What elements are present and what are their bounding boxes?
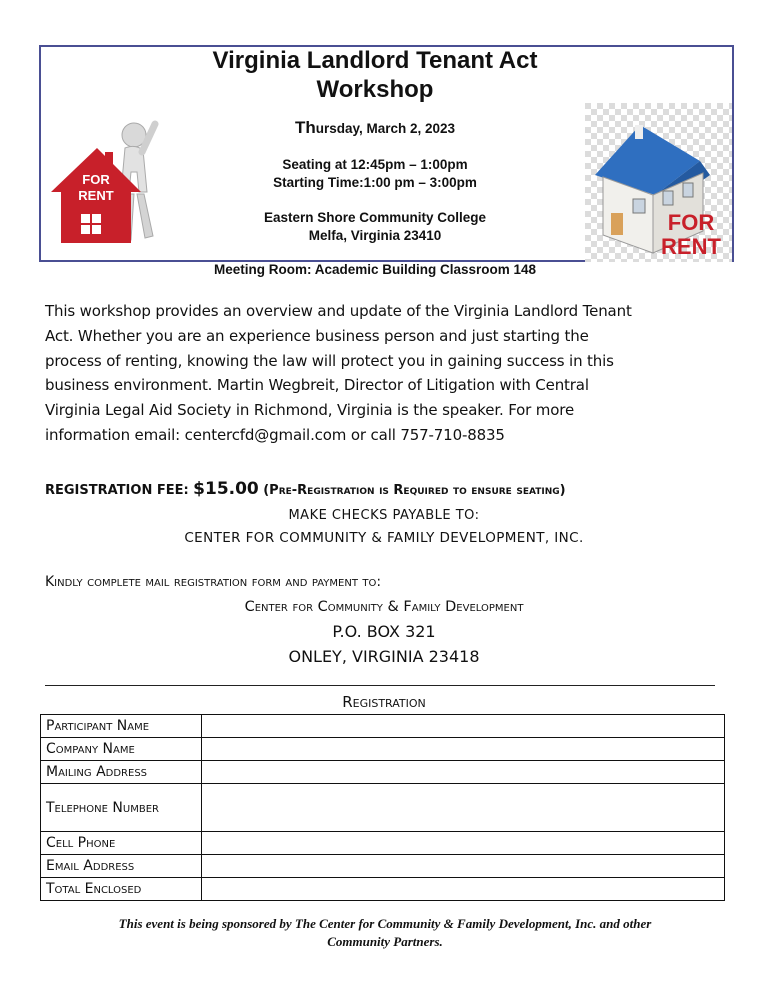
table-row bbox=[41, 738, 725, 761]
table-row bbox=[41, 855, 725, 878]
starting-time: Starting Time:1:00 pm – 3:00pm bbox=[273, 175, 477, 190]
cell-phone-field[interactable] bbox=[202, 832, 725, 855]
fee-note: (Pre-Registration is Required to ensure seating) bbox=[263, 483, 566, 498]
table-row bbox=[41, 832, 725, 855]
section-divider bbox=[45, 685, 715, 686]
registration-fee-line bbox=[45, 479, 745, 499]
telephone-number-field[interactable] bbox=[202, 784, 725, 832]
venue-name: Eastern Shore Community College bbox=[263, 210, 487, 225]
description-paragraph bbox=[45, 299, 735, 448]
mailing-address-field[interactable] bbox=[202, 761, 725, 784]
description-line: Act. Whether you are an experience business person and just starting the bbox=[45, 326, 589, 345]
event-date-rest: ursday, March 2, 2023 bbox=[315, 121, 456, 136]
company-name-field[interactable] bbox=[202, 738, 725, 761]
left-sign-text-for: FOR bbox=[82, 172, 110, 187]
title-line-2: Workshop bbox=[316, 76, 434, 103]
table-row bbox=[41, 784, 725, 832]
table-row bbox=[41, 715, 725, 738]
registration-form-table bbox=[40, 714, 725, 901]
right-sign-text-rent: RENT bbox=[661, 234, 721, 259]
for-rent-house-photo-illustration bbox=[585, 103, 732, 262]
fee-label: REGISTRATION FEE: bbox=[45, 483, 189, 498]
event-date-prefix: Th bbox=[294, 118, 316, 137]
fee-amount: $15.00 bbox=[193, 479, 259, 499]
sponsor-line-1: This event is being sponsored by The Center for Community & Family Development, Inc. and other bbox=[118, 916, 652, 931]
mail-city: ONLEY, VIRGINIA 23418 bbox=[288, 647, 480, 666]
mail-org: Center for Community & Family Development bbox=[244, 599, 524, 615]
description-line: Virginia Legal Aid Society in Richmond, Virginia is the speaker. For more bbox=[45, 401, 575, 420]
payee-line: CENTER FOR COMMUNITY & FAMILY DEVELOPMENT, INC. bbox=[184, 530, 584, 546]
for-rent-house-figure-illustration bbox=[45, 112, 170, 247]
venue-city: Melfa, Virginia 23410 bbox=[308, 228, 442, 243]
field-label: Cell Phone bbox=[41, 832, 202, 855]
description-line: information email: centercfd@gmail.com or call 757-710-8835 bbox=[45, 425, 505, 444]
participant-name-field[interactable] bbox=[202, 715, 725, 738]
total-enclosed-field[interactable] bbox=[202, 878, 725, 901]
seating-time: Seating at 12:45pm – 1:00pm bbox=[282, 157, 468, 172]
event-date bbox=[160, 119, 590, 137]
field-label: Company Name bbox=[41, 738, 202, 761]
registration-heading: Registration bbox=[342, 693, 426, 711]
mail-box: P.O. BOX 321 bbox=[332, 622, 436, 641]
description-line: business environment. Martin Wegbreit, Director of Litigation with Central bbox=[45, 376, 589, 395]
mail-instruction: Kindly complete mail registration form and payment to: bbox=[45, 574, 382, 590]
right-sign-text-for: FOR bbox=[667, 210, 715, 235]
field-label: Participant Name bbox=[41, 715, 202, 738]
email-address-field[interactable] bbox=[202, 855, 725, 878]
title-line-1: Virginia Landlord Tenant Act bbox=[212, 47, 538, 74]
field-label: Mailing Address bbox=[41, 761, 202, 784]
left-sign-text-rent: RENT bbox=[78, 188, 114, 203]
table-row bbox=[41, 761, 725, 784]
meeting-room: Meeting Room: Academic Building Classroom 148 bbox=[213, 262, 537, 277]
checks-payable-line: MAKE CHECKS PAYABLE TO: bbox=[288, 508, 480, 523]
table-row bbox=[41, 878, 725, 901]
description-line: This workshop provides an overview and update of the Virginia Landlord Tenant bbox=[45, 302, 632, 320]
field-label: Telephone Number bbox=[41, 784, 202, 832]
field-label: Total Enclosed bbox=[41, 878, 202, 901]
field-label: Email Address bbox=[41, 855, 202, 878]
sponsor-line-2: Community Partners. bbox=[327, 934, 443, 949]
description-line: process of renting, knowing the law will protect you in gaining success in this bbox=[45, 351, 614, 370]
